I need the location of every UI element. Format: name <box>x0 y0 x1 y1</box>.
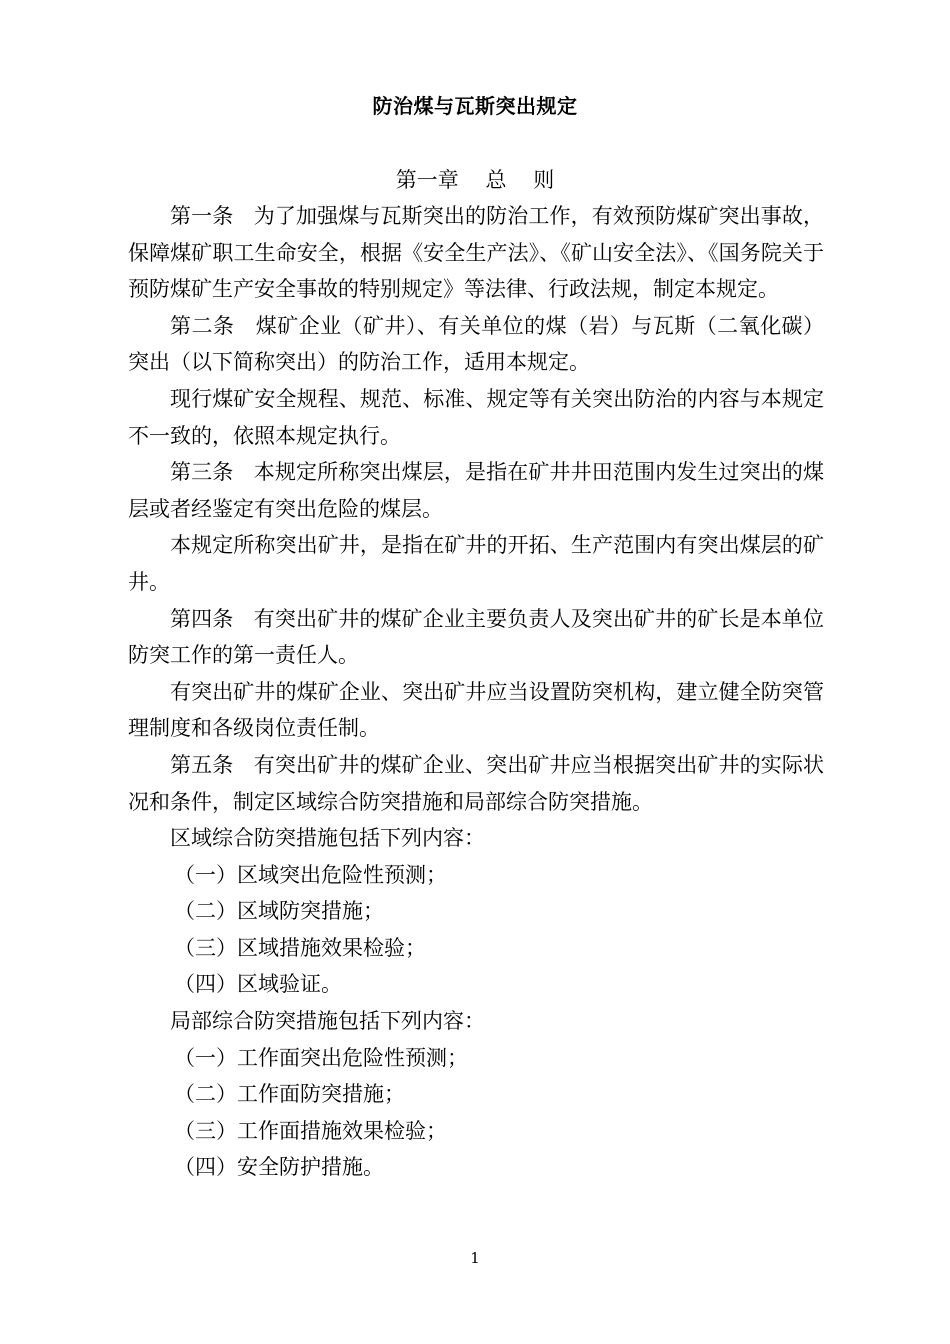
regional-measures-intro: 区域综合防突措施包括下列内容： <box>170 826 485 851</box>
document-body <box>128 198 824 1186</box>
page-number: 1 <box>470 1249 480 1267</box>
regional-measure-item: （二）区域防突措施； <box>174 899 384 924</box>
local-measure-item: （四）安全防护措施。 <box>174 1155 384 1180</box>
local-measure-item: （三）工作面措施效果检验； <box>174 1118 447 1143</box>
article-3-supplement-paragraph: 本规定所称突出矿井，是指在矿井的开拓、生产范围内有突出煤层的矿井。 <box>128 533 824 594</box>
article-1-paragraph: 第一条 为了加强煤与瓦斯突出的防治工作，有效预防煤矿突出事故，保障煤矿职工生命安全，根据《安全生产法》、《矿山安全法》、《国务院关于预防煤矿生产安全事故的特别规定》等法律、行政法规，制定本规定。 <box>128 204 824 302</box>
article-2-supplement-paragraph: 现行煤矿安全规程、规范、标准、规定等有关突出防治的内容与本规定不一致的，依照本规定执行。 <box>128 386 824 448</box>
article-3-paragraph: 第三条 本规定所称突出煤层，是指在矿井井田范围内发生过突出的煤层或者经鉴定有突出危险的煤层。 <box>128 460 824 521</box>
regional-measure-item: （三）区域措施效果检验； <box>174 935 426 960</box>
local-measure-item: （一）工作面突出危险性预测； <box>174 1045 468 1070</box>
article-4-paragraph: 第四条 有突出矿井的煤矿企业主要负责人及突出矿井的矿长是本单位防突工作的第一责任人。 <box>128 606 824 668</box>
regional-measure-item: （一）区域突出危险性预测； <box>174 862 447 887</box>
document-title: 防治煤与瓦斯突出规定 <box>372 94 578 118</box>
regional-measure-item: （四）区域验证。 <box>174 972 342 997</box>
local-measure-item: （二）工作面防突措施； <box>174 1082 405 1107</box>
chapter-heading: 第一章 总 则 <box>395 168 555 192</box>
article-4-supplement-paragraph: 有突出矿井的煤矿企业、突出矿井应当设置防突机构，建立健全防突管理制度和各级岗位责任制。 <box>128 679 824 741</box>
article-2-paragraph: 第二条 煤矿企业（矿井）、有关单位的煤（岩）与瓦斯（二氧化碳）突出（以下简称突出）的防治工作，适用本规定。 <box>128 313 824 375</box>
local-measures-intro: 局部综合防突措施包括下列内容： <box>170 1009 485 1034</box>
article-5-paragraph: 第五条 有突出矿井的煤矿企业、突出矿井应当根据突出矿井的实际状况和条件，制定区域综合防突措施和局部综合防突措施。 <box>128 752 824 814</box>
